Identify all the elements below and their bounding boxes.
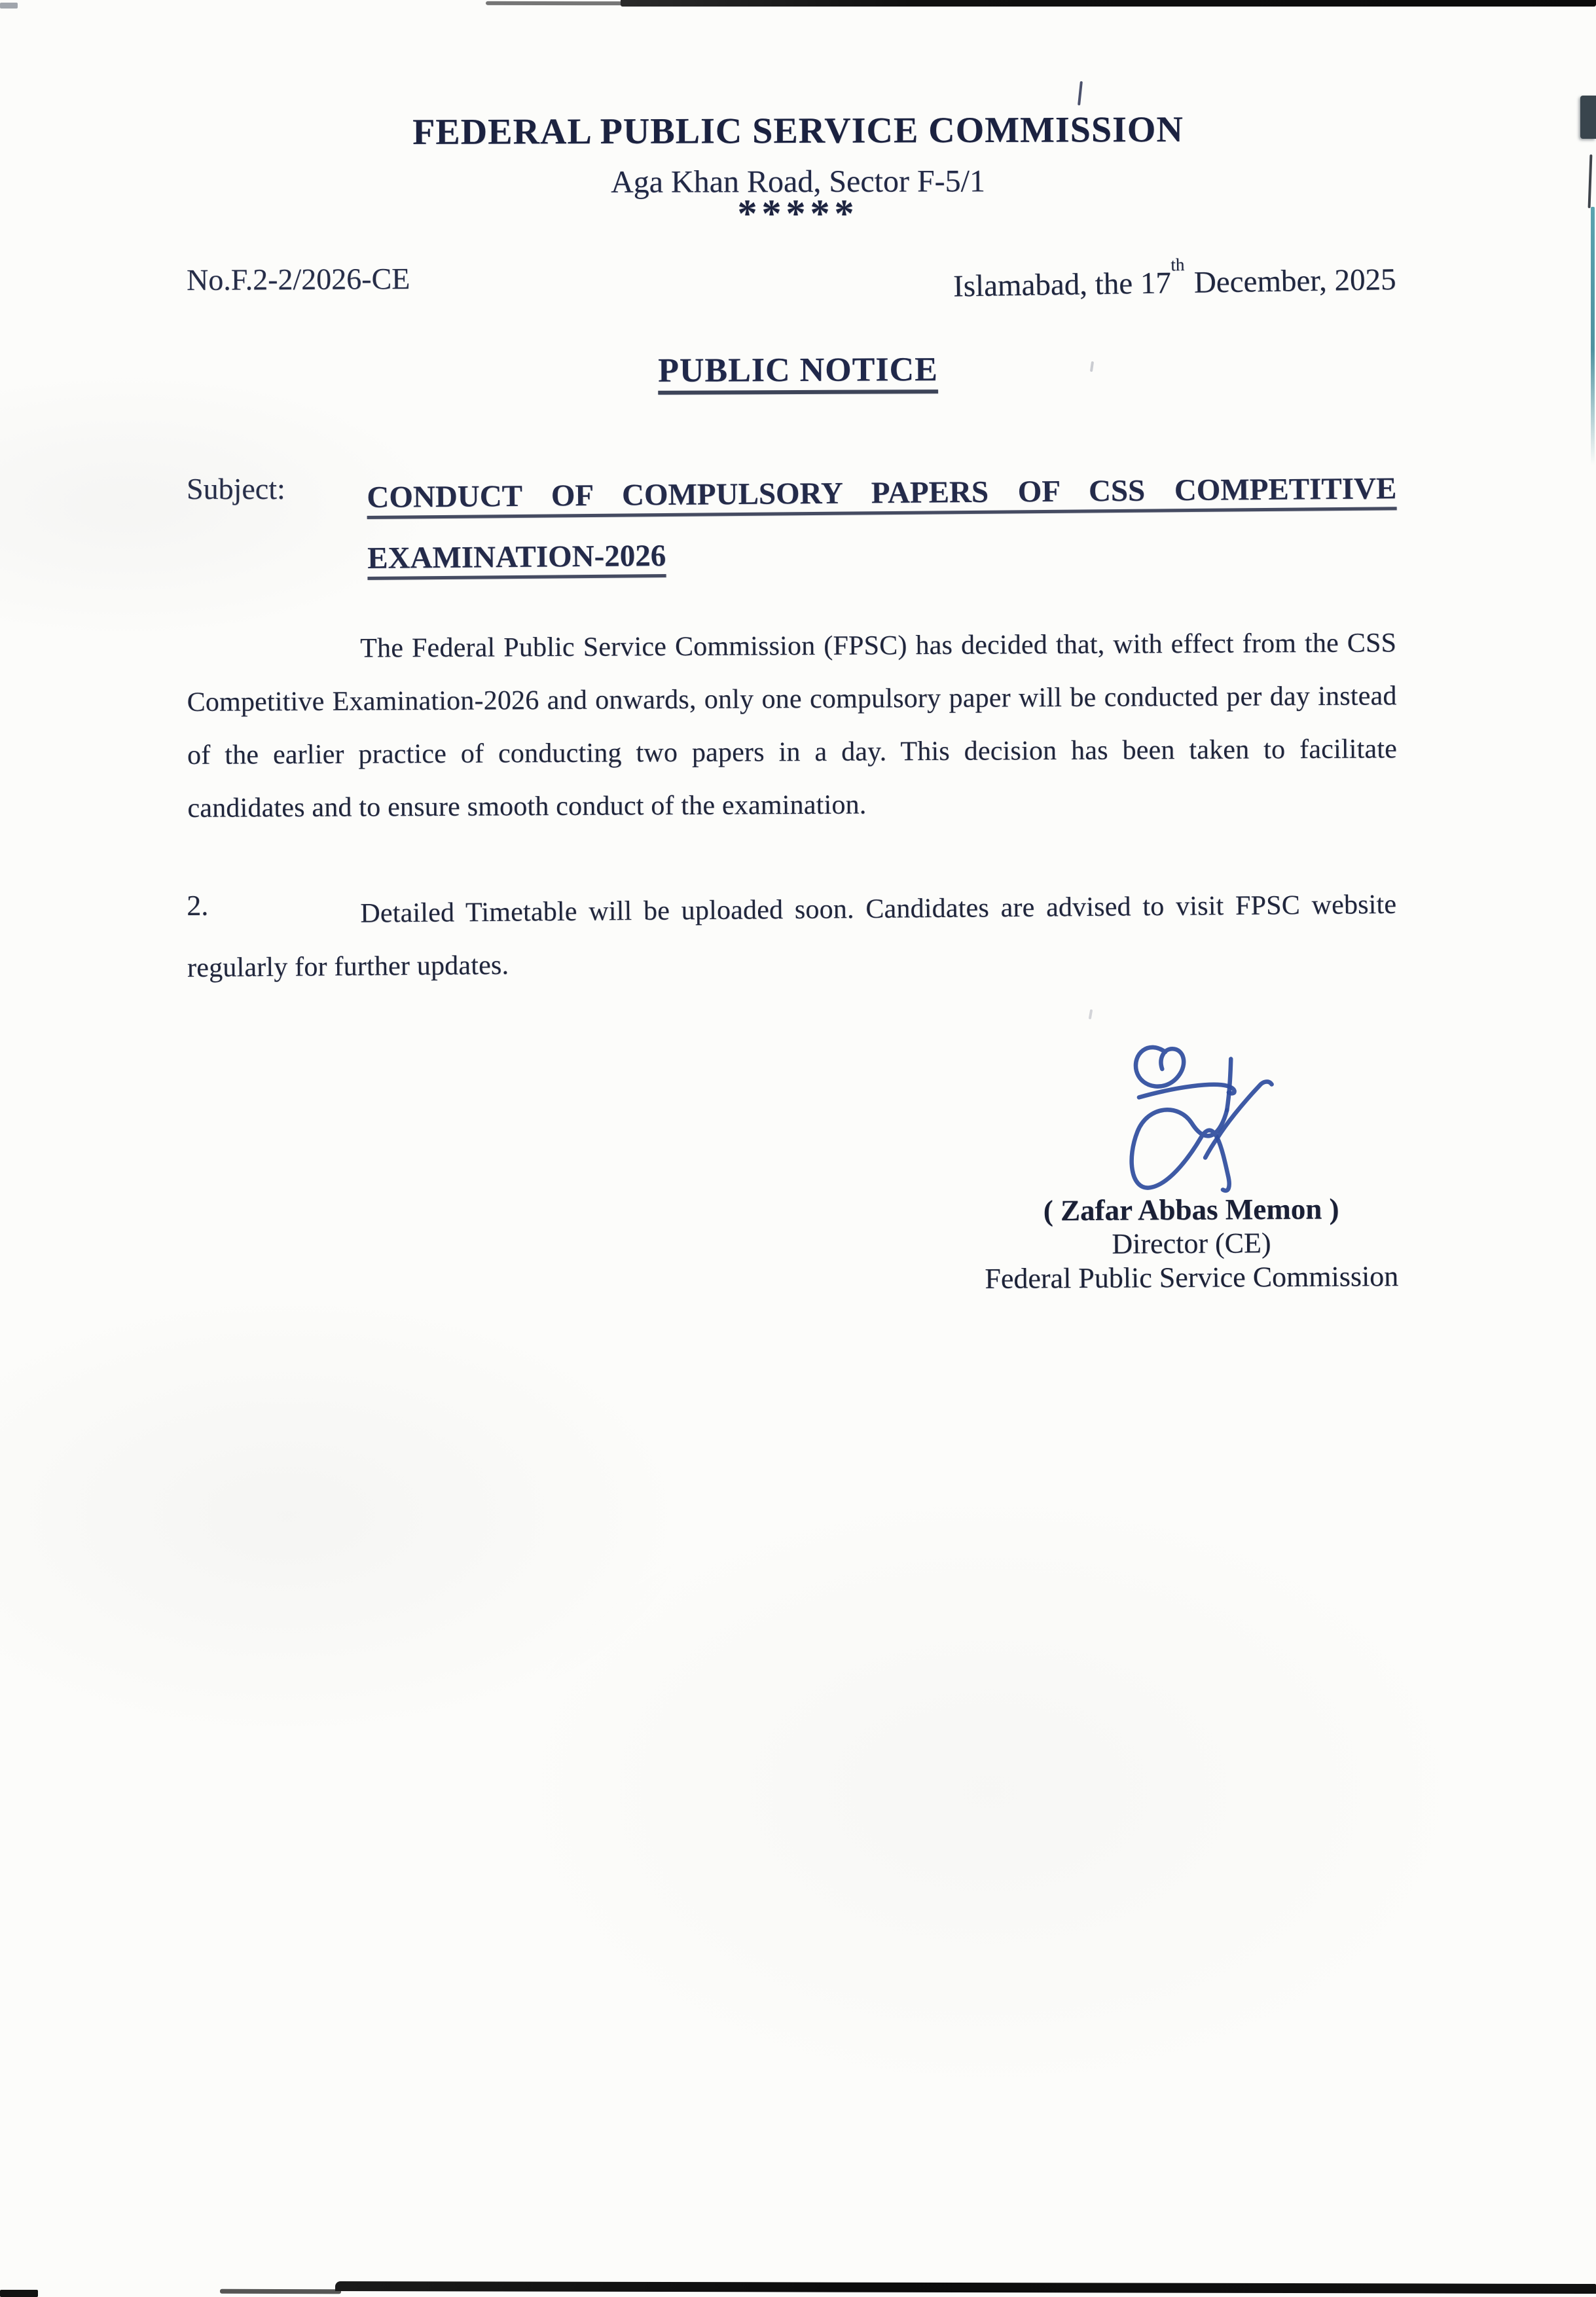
organization-title: FEDERAL PUBLIC SERVICE COMMISSION	[412, 109, 1184, 153]
subject-text	[367, 458, 1398, 589]
signatory-block	[943, 1191, 1441, 1297]
subject-line-1: CONDUCT OF COMPULSORY PAPERS OF CSS COMPETITIVE	[367, 471, 1397, 515]
signature-stroke	[1135, 1047, 1184, 1087]
date-suffix: December, 2025	[1193, 262, 1397, 300]
body-paragraph-1: The Federal Public Service Commission (FPSC) has decided that, with effect from the CSS Competitive Examination-2026 and onwards, only one compulsory paper will be conducted per day instead of the earlier practice of conducting two papers in a day. This decision has been taken to facilitate candidates and to ensure smooth conduct of the examination.	[187, 628, 1398, 823]
paragraph-2-text: Detailed Timetable will be uploaded soon. Candidates are advised to visit FPSC website regularly for further updates.	[187, 889, 1397, 983]
signatory-designation: Director (CE)	[1112, 1227, 1271, 1260]
scan-tick-artifact	[1078, 81, 1083, 105]
organization-address: Aga Khan Road, Sector F-5/1	[610, 164, 986, 200]
scan-bottom-left-artifact	[0, 2290, 38, 2297]
scan-bottom-lead-artifact	[220, 2289, 341, 2294]
scan-top-edge-lead-artifact	[486, 1, 626, 5]
reference-row	[186, 255, 1397, 304]
scan-speck-artifact	[1089, 1009, 1093, 1019]
signatory-name: ( Zafar Abbas Memon )	[1043, 1192, 1339, 1227]
notice-heading	[0, 348, 1596, 393]
scan-right-teal-line-artifact	[1591, 207, 1595, 465]
subject-row	[187, 467, 1396, 589]
place-and-date	[953, 255, 1397, 304]
paragraph-2-number: 2.	[187, 889, 209, 922]
subject-line-2: EXAMINATION-2026	[367, 539, 666, 575]
reference-number: No.F.2-2/2026-CE	[186, 261, 410, 297]
scan-top-left-dash-artifact	[0, 3, 18, 9]
notice-heading-text: PUBLIC NOTICE	[658, 351, 938, 389]
signature-stroke	[1131, 1108, 1231, 1191]
signatory-organization: Federal Public Service Commission	[985, 1260, 1399, 1295]
scan-top-edge-bar-artifact	[621, 0, 1596, 7]
date-prefix: Islamabad, the 17	[953, 266, 1172, 304]
signature-stroke	[1205, 1080, 1272, 1159]
subject-label: Subject:	[187, 472, 285, 505]
scan-bottom-bar-artifact	[335, 2281, 1596, 2294]
date-ordinal-superscript: th	[1170, 255, 1186, 275]
separator-stars: *****	[737, 192, 859, 235]
body-paragraph-2	[187, 878, 1397, 995]
